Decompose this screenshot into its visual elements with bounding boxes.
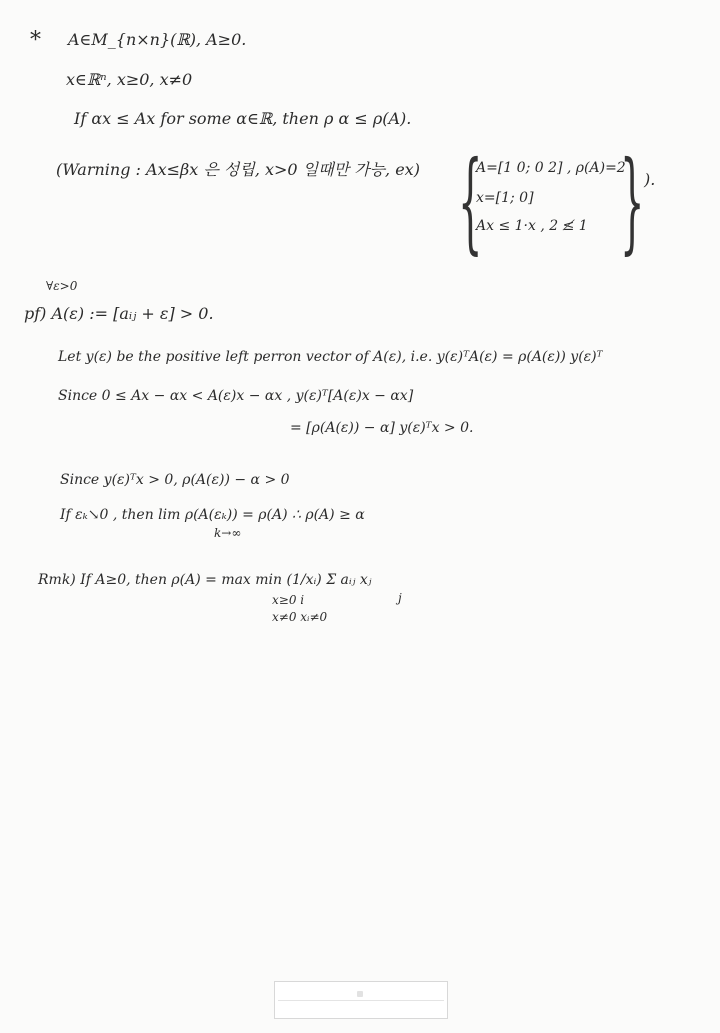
line-vector-def: x∈ℝⁿ, x≥0, x≠0 bbox=[66, 70, 193, 89]
scanner-mark-dot bbox=[357, 991, 363, 997]
line-equality-result: = [ρ(A(ε)) − α] y(ε)ᵀx > 0. bbox=[290, 420, 474, 436]
line-remark: Rmk) If A≥0, then ρ(A) = max min (1/xᵢ) Σ aᵢⱼ xⱼ bbox=[38, 572, 372, 588]
line-matrix-def: A∈M_{n×n}(ℝ), A≥0. bbox=[68, 30, 247, 49]
scanner-mark bbox=[274, 981, 448, 1019]
line-since-inequality: Since 0 ≤ Ax − αx < A(ε)x − αx , y(ε)ᵀ[A(ε)x − αx] bbox=[58, 388, 414, 404]
line-if-statement: If αx ≤ Ax for some α∈ℝ, then ρ α ≤ ρ(A). bbox=[74, 109, 412, 128]
limit-subscript: k→∞ bbox=[214, 526, 242, 540]
line-warning: (Warning : Ax≤βx 은 성립, x>0 일때만 가능, ex) bbox=[56, 160, 420, 179]
remark-max-subscript: x≥0 i bbox=[272, 593, 305, 607]
line-limit: If εₖ↘0 , then lim ρ(A(εₖ)) = ρ(A) ∴ ρ(A) ≥ α bbox=[60, 507, 365, 523]
line-since-positive: Since y(ε)ᵀx > 0, ρ(A(ε)) − α > 0 bbox=[60, 472, 290, 488]
left-brace: { bbox=[458, 137, 483, 265]
warning-close: ). bbox=[644, 170, 656, 189]
remark-min-subscript: x≠0 xᵢ≠0 bbox=[272, 610, 328, 624]
example-matrix: A=[1 0; 0 2] , ρ(A)=2 bbox=[476, 160, 626, 176]
star-bullet: * bbox=[30, 28, 41, 53]
example-inequality: Ax ≤ 1·x , 2 ≰ 1 bbox=[476, 218, 588, 234]
line-proof-start: pf) A(ε) := [aᵢⱼ + ε] > 0. bbox=[24, 304, 214, 323]
example-vector: x=[1; 0] bbox=[476, 190, 534, 206]
remark-sum-index: j bbox=[398, 591, 402, 605]
line-perron-vector: Let y(ε) be the positive left perron vector of A(ε), i.e. y(ε)ᵀA(ε) = ρ(A(ε)) y(ε)ᵀ bbox=[58, 349, 603, 365]
line-forall-epsilon: ∀ε>0 bbox=[46, 279, 78, 293]
right-brace: } bbox=[620, 137, 645, 265]
